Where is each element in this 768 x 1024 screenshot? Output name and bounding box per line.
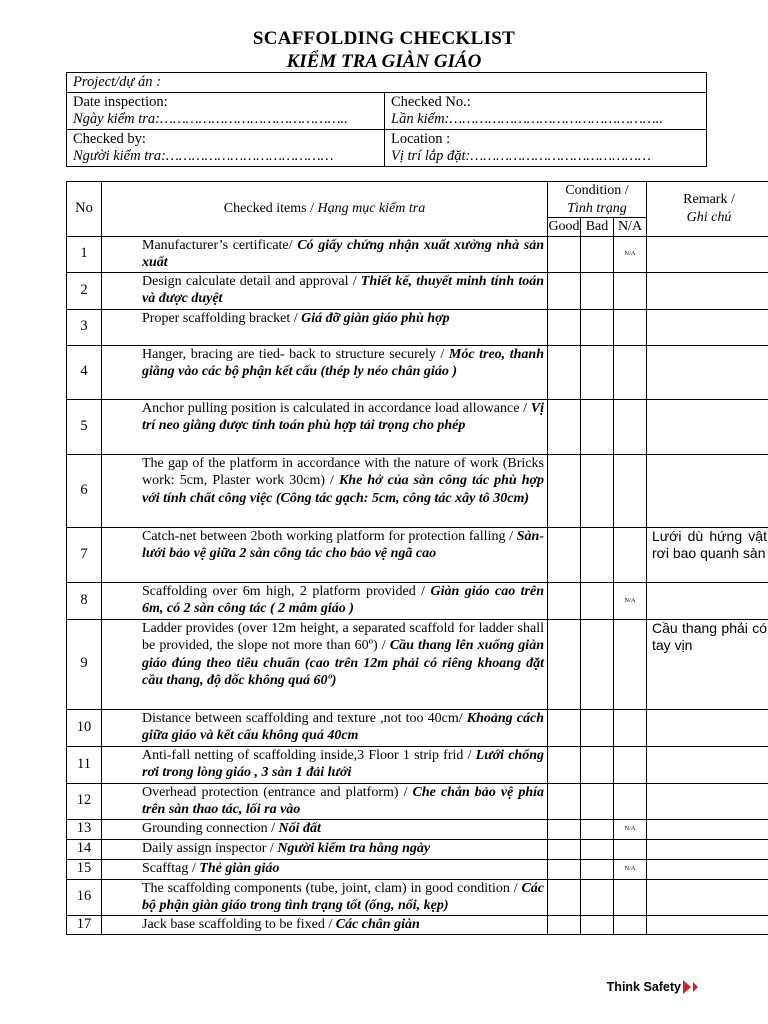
checked-item [102,859,548,879]
table-row [67,859,768,879]
remark-cell[interactable] [647,272,768,309]
header-no: No [67,182,102,237]
condition-good-cell[interactable] [548,236,581,272]
header-remark: Remark / Ghi chú [647,182,768,237]
condition-na-cell[interactable] [614,309,647,345]
condition-bad-cell[interactable] [581,582,614,619]
table-row [67,709,768,746]
condition-na-cell[interactable] [614,619,647,709]
checked-item [102,309,548,345]
row-number: 6 [67,454,102,527]
item-text-vn: Nối đất [278,820,321,836]
checked-item [102,272,548,309]
checked-item [102,236,548,272]
remark-cell[interactable] [647,839,768,859]
row-number: 1 [67,236,102,272]
row-number: 10 [67,709,102,746]
table-row [67,454,768,527]
checklist-table [66,181,768,935]
condition-bad-cell[interactable] [581,272,614,309]
condition-bad-cell[interactable] [581,859,614,879]
row-number: 7 [67,527,102,582]
checked-item [102,399,548,454]
condition-good-cell[interactable] [548,746,581,783]
item-text-en: Catch-net between 2both working platform for protection falling / [142,528,517,544]
condition-bad-cell[interactable] [581,879,614,915]
checked-item [102,345,548,399]
condition-bad-cell[interactable] [581,746,614,783]
remark-cell[interactable] [647,783,768,819]
remark-cell[interactable] [647,819,768,839]
condition-na-cell[interactable] [614,454,647,527]
item-text-en: Scaffolding over 6m high, 2 platform provided / [142,583,431,599]
remark-cell[interactable] [647,879,768,915]
item-text-en: Anchor pulling position is calculated in accordance load allowance / [142,400,531,416]
remark-cell[interactable] [647,746,768,783]
condition-na-cell[interactable]: N/A [614,819,647,839]
condition-bad-cell[interactable] [581,309,614,345]
row-number: 11 [67,746,102,783]
condition-bad-cell[interactable] [581,619,614,709]
table-row [67,309,768,345]
item-text-en: Overhead protection (entrance and platform) / [142,784,413,800]
row-number: 16 [67,879,102,915]
doc-title-vn: KIỂM TRA GIÀN GIÁO [286,51,482,72]
condition-good-cell[interactable] [548,879,581,915]
remark-cell[interactable] [647,236,768,272]
remark-cell[interactable] [647,859,768,879]
item-text-en: Anti-fall netting of scaffolding inside,3 Floor 1 strip frid / [142,747,476,763]
condition-bad-cell[interactable] [581,839,614,859]
remark-cell[interactable] [647,915,768,934]
row-number: 15 [67,859,102,879]
condition-good-cell[interactable] [548,783,581,819]
item-text-vn: Thẻ giàn giáo [199,860,280,876]
remark-cell[interactable]: Lưới dù hứng vật rơi bao quanh sàn [647,527,768,582]
info-table [66,72,707,167]
checked-item [102,783,548,819]
condition-na-cell[interactable]: N/A [614,582,647,619]
condition-bad-cell[interactable] [581,915,614,934]
condition-na-cell[interactable] [614,527,647,582]
item-text-vn: Che chắn bảo vệ phía trên sàn thao tác, lối ra vào [142,784,544,817]
table-row [67,746,768,783]
remark-cell[interactable] [647,345,768,399]
checked-item [102,527,548,582]
item-text-en: Grounding connection / [142,820,279,836]
condition-good-cell[interactable] [548,345,581,399]
remark-cell[interactable] [647,309,768,345]
item-text-en: Daily assign inspector / [142,840,278,856]
checked-item [102,582,548,619]
checked-item [102,619,548,709]
item-text-en: Ladder provides (over 12m height, a separated scaffold for ladder shall be provided, the slope not more than 60º) / [142,620,544,653]
condition-na-cell[interactable] [614,272,647,309]
item-text-vn: Thiết kế, thuyết minh tính toán và được duyệt [142,273,545,306]
item-text-vn: Người kiểm tra hằng ngày [277,840,431,856]
condition-good-cell[interactable] [548,819,581,839]
checked-item [102,819,548,839]
row-number: 17 [67,915,102,934]
table-row [67,236,768,272]
item-text-en: Hanger, bracing are tied- back to structure securely / [142,346,449,362]
table-row [67,272,768,309]
arrow-icon [683,980,691,994]
table-row [67,783,768,819]
table-row [67,345,768,399]
condition-na-cell[interactable] [614,839,647,859]
condition-good-cell[interactable] [548,527,581,582]
remark-cell[interactable] [647,399,768,454]
checked-item [102,454,548,527]
footer-brand [607,980,698,994]
doc-title: SCAFFOLDING CHECKLIST [252,28,516,49]
item-text-vn: Cầu thang lên xuống giàn giáo đúng theo tiêu chuẩn (cao trên 12m phải có riêng khoang đặt cầu thang, độ dốc không quá 60º) [142,638,544,688]
condition-good-cell[interactable] [548,309,581,345]
row-number: 9 [67,619,102,709]
condition-bad-cell[interactable] [581,819,614,839]
condition-na-cell[interactable] [614,709,647,746]
condition-na-cell[interactable] [614,879,647,915]
item-text-vn: Các chân giàn [335,916,420,932]
table-row [67,399,768,454]
header-bad: Bad [581,218,614,237]
project-field[interactable]: Project/dự án : [67,73,707,93]
date-inspection-field[interactable]: Date inspection: Ngày kiểm tra:…………………………………….. [67,93,385,130]
item-text-en: Manufacturer’s certificate/ [142,237,298,253]
item-text-en: Proper scaffolding bracket / [142,310,302,326]
item-text-vn: Giá đỡ giàn giáo phù hợp [301,310,450,326]
item-text-en: Design calculate detail and approval / [142,273,361,289]
condition-na-cell[interactable] [614,399,647,454]
condition-na-cell[interactable] [614,783,647,819]
condition-good-cell[interactable] [548,619,581,709]
row-number: 5 [67,399,102,454]
table-row [67,527,768,582]
checked-item [102,839,548,859]
footer-text: Think Safety [606,980,681,994]
item-text-vn: Khe hở của sàn công tác phù hợp với tính chất công việc (Công tác gạch: 5cm, công tác xây tô 30cm) [142,473,544,506]
header-good: Good [548,219,580,234]
condition-bad-cell[interactable] [581,454,614,527]
checked-item [102,915,548,934]
row-number: 14 [67,839,102,859]
location-field[interactable]: Location : Vị trí lắp đặt:…………………………………… [385,130,707,167]
condition-na-cell[interactable]: N/A [614,236,647,272]
remark-cell[interactable] [647,582,768,619]
header-checked-items: Checked items / Hạng mục kiểm tra [102,182,548,237]
item-text-en: Distance between scaffolding and texture ,not too 40cm/ [142,710,467,726]
item-text-vn: Khoảng cách giữa giáo và kết cấu không quá 40cm [142,710,545,743]
condition-good-cell[interactable] [548,839,581,859]
table-row [67,879,768,915]
row-number: 13 [67,819,102,839]
condition-good-cell[interactable] [548,399,581,454]
checked-item [102,879,548,915]
condition-bad-cell[interactable] [581,399,614,454]
item-text-vn: Móc treo, thanh giằng vào các bộ phận kết cấu (thép ly néo chân giáo ) [142,346,544,379]
arrow-icon [693,982,698,992]
table-row [67,819,768,839]
header-condition: Condition / Tình trạng [548,182,647,218]
checked-item [102,746,548,783]
condition-bad-cell[interactable] [581,236,614,272]
item-text-en: The scaffolding components (tube, joint, clam) in good condition / [142,880,522,896]
condition-na-cell[interactable] [614,915,647,934]
condition-bad-cell[interactable] [581,709,614,746]
item-text-en: Jack base scaffolding to be fixed / [142,916,336,932]
row-number: 2 [67,272,102,309]
checked-item [102,709,548,746]
item-text-vn: Sàn- lưới bảo vệ giữa 2 sàn công tác cho bảo vệ ngã cao [142,528,544,561]
table-row [67,582,768,619]
condition-na-cell[interactable] [614,345,647,399]
condition-good-cell[interactable] [548,859,581,879]
condition-bad-cell[interactable] [581,345,614,399]
item-text-vn: Vị trí neo giằng được tính toán phù hợp tải trọng cho phép [142,400,544,433]
remark-cell[interactable] [647,709,768,746]
remark-cell[interactable] [647,454,768,527]
condition-na-cell[interactable]: N/A [614,859,647,879]
table-row [67,839,768,859]
item-text-en: Scafftag / [142,860,200,876]
condition-bad-cell[interactable] [581,527,614,582]
item-text-vn: Các bộ phận giàn giáo trong tình trạng tốt (ống, nối, kẹp) [142,880,544,913]
condition-good-cell[interactable] [548,272,581,309]
checked-by-field[interactable]: Checked by: Người kiểm tra:………………………………… [67,130,385,167]
condition-good-cell[interactable] [548,582,581,619]
row-number: 12 [67,783,102,819]
item-text-vn: Giàn giáo cao trên 6m, có 2 sàn công tác ( 2 mâm giáo ) [142,583,544,616]
condition-good-cell[interactable] [548,915,581,934]
row-number: 4 [67,345,102,399]
remark-cell[interactable]: Cầu thang phải có tay vịn [647,619,768,709]
condition-na-cell[interactable] [614,746,647,783]
row-number: 8 [67,582,102,619]
table-row [67,619,768,709]
item-text-vn: Lưới chống rơi trong lòng giáo , 3 sàn 1 đải lưới [142,747,544,780]
condition-good-cell[interactable] [548,709,581,746]
table-row [67,915,768,934]
condition-bad-cell[interactable] [581,783,614,819]
row-number: 3 [67,309,102,345]
condition-good-cell[interactable] [548,454,581,527]
item-text-vn: Có giấy chứng nhận xuất xưởng nhà sản xuất [142,237,544,270]
header-na: N/A [614,218,647,237]
checked-no-field[interactable]: Checked No.: Lần kiểm:………………………………………….. [385,93,707,130]
item-text-en: The gap of the platform in accordance with the nature of work (Bricks work: 5cm, Plaster work 30cm) / [142,455,544,488]
